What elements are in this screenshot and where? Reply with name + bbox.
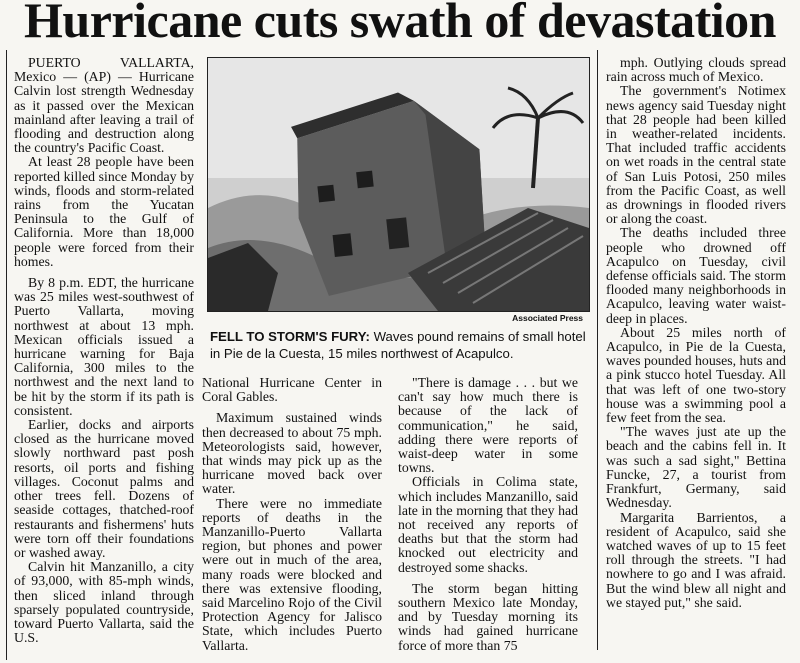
article-paragraph: mph. Outlying clouds spread rain across much of Mexico. — [606, 56, 786, 85]
article-paragraph: Margarita Barrientos, a resident of Acapulco, said she watched waves of up to 15 feet roll through the streets. "I had nowhere to go and I was afraid. But the wind blew all night and we stayed put," she said. — [606, 509, 786, 610]
caption-text: Waves pound remains of small hotel in Pie de la Cuesta, 15 miles northwest of Acapulco. — [210, 329, 586, 361]
article-paragraph: Officials in Colima state, which includes Manzanillo, said late in the morning that they had not received any reports of deaths but that the storm had knocked out electricity and destroyed some shacks. — [398, 474, 578, 575]
article-paragraph: "There is damage . . . but we can't say how much there is because of the lack of communication," he said, adding there were reports of waist-deep water in some towns. — [398, 376, 578, 476]
article-paragraph: At least 28 people have been reported killed since Monday by winds, floods and storm-related rains from the Yucatan Peninsula to the Gulf of California. More than 18,000 people were forced from their homes. — [14, 154, 194, 269]
article-column-4 — [606, 56, 786, 663]
article-paragraph: About 25 miles north of Acapulco, in Pie de la Cuesta, waves pounded houses, huts and a pink stucco hotel Tuesday. All that was left of one two-story house was a swimming pool a few feet from the sea. — [606, 324, 786, 426]
news-photo — [207, 57, 590, 312]
column-rule — [597, 50, 598, 650]
column-rule — [6, 50, 7, 660]
collapsed-hotel-photo — [208, 58, 589, 311]
article-column-3 — [398, 376, 578, 663]
article-paragraph: There were no immediate reports of deaths in the Manzanillo-Puerto Vallarta region, but phones and power were out in much of the area, many roads were blocked and there was extensive flooding, said Marcelino Rojo of the Civil Protection Agency for Jalisco State, which includes Puerto Vallarta. — [202, 495, 382, 653]
article-column-1 — [14, 56, 194, 663]
photo-caption — [210, 328, 588, 362]
article-paragraph: Earlier, docks and airports closed as the hurricane moved slowly northward past posh resorts, oil ports and fishing villages. Coconut palms and other trees fell. Dozens of seaside cottages, thatched-roof restaurants and fishermens' huts were torn off their foundations or washed away. — [14, 417, 194, 560]
article-paragraph: The deaths included three people who drowned off Acapulco on Tuesday, civil defense officials said. The storm flooded many neighborhoods in Acapulco, leaving water waist-deep in places. — [606, 225, 786, 326]
photo-credit: Associated Press — [512, 313, 583, 323]
article-column-2 — [202, 376, 382, 663]
headline: Hurricane cuts swath of devastation — [24, 0, 776, 48]
article-paragraph: Calvin hit Manzanillo, a city of 93,000, with 85-mph winds, then sliced inland through sparsely populated countryside, toward Puerto Vallarta, said the U.S. — [14, 559, 194, 646]
article-paragraph: PUERTO VALLARTA, Mexico — (AP) — Hurricane Calvin lost strength Wednesday as it passed over the Mexican mainland after leaving a trail of flooding and destruction along the country's Pacific Coast. — [14, 56, 194, 156]
article-paragraph: By 8 p.m. EDT, the hurricane was 25 miles west-southwest of Puerto Vallarta, moving northwest at about 13 mph. Mexican officials issued a hurricane warning for Baja California, 300 miles to the northwest and the next land to be hit by the storm if its path is consistent. — [14, 275, 194, 418]
article-paragraph: The storm began hitting southern Mexico late Monday, and by Tuesday morning its winds had gained hurricane force of more than 75 — [398, 580, 578, 653]
caption-kicker: FELL TO STORM'S FURY: — [210, 329, 370, 344]
article-paragraph: Maximum sustained winds then decreased to about 75 mph. Meteorologists said, however, that winds may pick up as the hurricane moved back over water. — [202, 410, 382, 497]
article-paragraph: The government's Notimex news agency said Tuesday night that 28 people had been killed in weather-related incidents. That included traffic accidents on wet roads in the central state of San Luis Potosi, 250 miles from the Pacific Coast, as well as drownings in flooded rivers or along the coast. — [606, 83, 786, 227]
article-paragraph: National Hurricane Center in Coral Gables. — [202, 376, 382, 405]
article-paragraph: "The waves just ate up the beach and the cabins fell in. It was such a sad sight," Bettina Funcke, 27, a tourist from Frankfurt, Germany, said Wednesday. — [606, 424, 786, 511]
